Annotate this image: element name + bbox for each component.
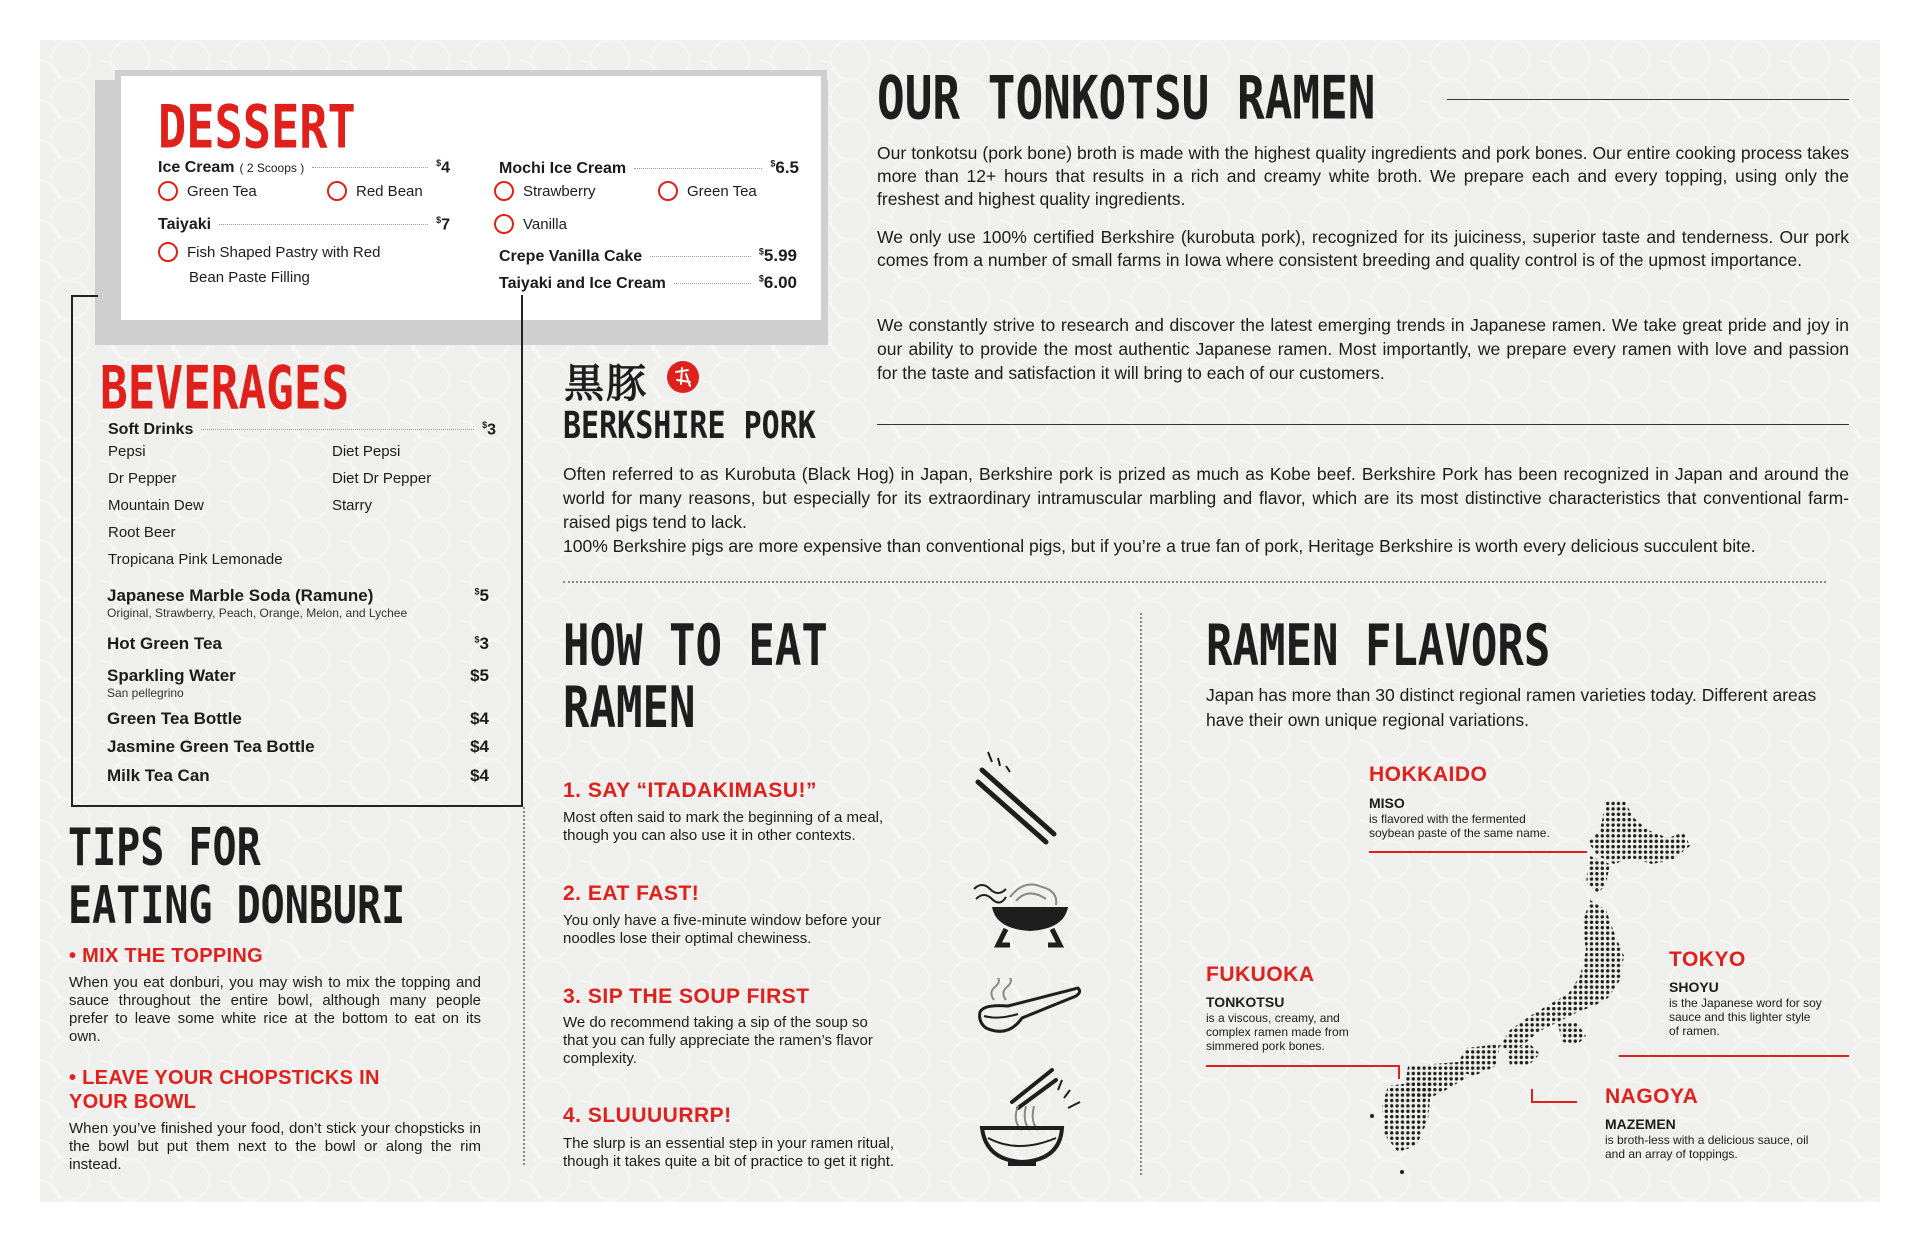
tips-steps-divider [523,807,525,1165]
taiyaki-price: 7 [441,216,450,234]
beverages-box-top-edge [71,295,98,297]
ice-cream-option-red-bean: Red Bean [327,181,423,201]
tonkotsu-paragraph-3: We constantly strive to research and discover the latest emerging trends in Japanese ramen. We take great pride and joy in our ability to provide the most authentic Japanese ramen. Most importantly, we prepare every ramen with love and passion for the taste and satisfaction it will bring to each of our customers. [877,315,1849,383]
soft-drink-diet-pepsi: Diet Pepsi [332,443,401,460]
tip-chopsticks-text: When you’ve finished your food, don’t stick your chopsticks in the bowl but put them next to the bowl or along the rim instead. [69,1120,481,1173]
hot-green-tea-price: 3 [479,634,489,653]
option-circle-icon [158,242,178,262]
sparkling-water-price: $5 [470,666,489,685]
tip-mix-topping-title: • MIX THE TOPPING [69,945,263,967]
hot-green-tea-name: Hot Green Tea [107,634,222,653]
step-3-text-line1: We do recommend taking a sip of the soup so [563,1014,868,1031]
noodle-bowl-icon [972,877,1072,949]
slurp-bowl-icon [978,1068,1088,1174]
berkshire-dotted-divider [563,581,1826,583]
nagoya-name: NAGOYA [1605,1085,1699,1108]
crepe-item: Crepe Vanilla Cake $5.99 [499,246,797,265]
tokyo-desc-line2: sauce and this lighter style [1669,1010,1811,1024]
soft-drinks-name: Soft Drinks [108,421,194,439]
sparkling-water-brand: San pellegrino [107,686,184,700]
fukuoka-name: FUKUOKA [1206,963,1315,986]
step-2-text-line1: You only have a five-minute window before your [563,912,881,929]
step-1-text-line1: Most often said to mark the beginning of a meal, [563,809,884,826]
hokkaido-desc-line2: soybean paste of the same name. [1369,826,1550,840]
soup-spoon-icon [978,978,1084,1044]
fukuoka-desc-line1: is a viscous, creamy, and [1206,1011,1340,1025]
ramune-price: 5 [479,586,489,605]
chopsticks-icon [970,748,1062,848]
tonkotsu-bottom-rule [877,424,1849,425]
fukuoka-desc-line3: simmered pork bones. [1206,1039,1325,1053]
milk-tea-price: $4 [470,766,489,785]
dessert-title: DESSERT [158,91,356,162]
ramune-flavors: Original, Strawberry, Peach, Orange, Melon, and Lychee [107,606,408,620]
ice-cream-note: ( 2 Scoops ) [239,161,305,176]
jasmine-tea-item [107,737,489,757]
berkshire-paragraph-2: 100% Berkshire pigs are more expensive than conventional pigs, but if you’re a true fan of pork, Heritage Berkshire is worth every delicious succulent bite. [563,536,1756,556]
step-2-title: 2. EAT FAST! [563,882,700,905]
fukuoka-desc-line2: complex ramen made from [1206,1025,1349,1039]
green-tea-bottle-item [107,709,489,729]
tips-title-line1: TIPS FOR [68,818,261,878]
soft-drink-dr-pepper: Dr Pepper [108,470,177,487]
ramen-flavors-intro: Japan has more than 30 distinct regional ramen varieties today. Different areas have their own unique regional variations. [1206,685,1817,730]
jasmine-tea-price: $4 [470,737,489,756]
tokyo-desc-line1: is the Japanese word for soy [1669,996,1822,1010]
hokkaido-desc-line1: is flavored with the fermented [1369,812,1526,826]
green-tea-bottle-price: $4 [470,709,489,728]
taiyaki-description: Fish Shaped Pastry with Red [158,242,380,262]
nagoya-leader-line [1531,1101,1577,1103]
nagoya-type: MAZEMEN [1605,1116,1676,1132]
tip-chopsticks-title-line1: • LEAVE YOUR CHOPSTICKS IN [69,1067,380,1089]
beverages-title: BEVERAGES [100,352,350,423]
step-4-title: 4. SLUUUURRP! [563,1104,732,1127]
mochi-option-vanilla: Vanilla [494,214,567,234]
tokyo-desc-line3: of ramen. [1669,1024,1720,1038]
how-to-eat-title-line2: RAMEN [563,674,696,742]
soft-drinks-item: Soft Drinks $3 [108,420,496,439]
sparkling-water-name: Sparkling Water [107,666,236,685]
soft-drink-lemonade: Tropicana Pink Lemonade [108,551,283,568]
soft-drink-root-beer: Root Beer [108,524,176,541]
soft-drink-pepsi: Pepsi [108,443,146,460]
sparkling-water-item [107,666,489,686]
fukuoka-leader-line [1206,1065,1400,1067]
taiyaki-ice-cream-name: Taiyaki and Ice Cream [499,275,666,292]
taiyaki-name: Taiyaki [158,216,212,234]
nagoya-leader-tick [1531,1089,1533,1103]
berkshire-kanji: 黒豚 [564,361,648,407]
stamp-seal-icon [666,360,700,394]
option-circle-icon [494,214,514,234]
nagoya-desc-line2: and an array of toppings. [1605,1147,1738,1161]
tonkotsu-title-rule [1447,99,1849,100]
ramune-name: Japanese Marble Soda (Ramune) [107,586,374,605]
milk-tea-item [107,766,489,786]
tokyo-leader-line [1619,1055,1849,1057]
tonkotsu-paragraph-1: Our tonkotsu (pork bone) broth is made with the highest quality ingredients and pork bones. Our entire cooking process takes more than 12+ hours that results in a rich and creamy white broth. We prepare each and every topping, using only the freshest and highest quality ingredients. [877,143,1849,209]
ramune-item: Japanese Marble Soda (Ramune) $5 [107,586,489,605]
option-circle-icon [658,181,678,201]
steps-flavors-divider [1140,613,1142,1175]
mochi-name: Mochi Ice Cream [499,160,627,177]
option-circle-icon [327,181,347,201]
berkshire-title: BERKSHIRE PORK [563,404,816,448]
mochi-item: Mochi Ice Cream $6.5 [499,158,799,177]
soft-drink-mountain-dew: Mountain Dew [108,497,204,514]
soft-drink-starry: Starry [332,497,373,514]
tips-title-line2: EATING DONBURI [68,876,406,936]
milk-tea-name: Milk Tea Can [107,766,210,785]
tokyo-name: TOKYO [1669,948,1746,971]
mochi-option-strawberry: Strawberry [494,181,596,201]
crepe-price: 5.99 [763,246,797,265]
nagoya-desc-line1: is broth-less with a delicious sauce, oil [1605,1133,1809,1147]
berkshire-paragraph-1: Often referred to as Kurobuta (Black Hog) in Japan, Berkshire pork is prized as much as Kobe beef. Berkshire Pork has been recognized in Japan and around the world for many reasons, but especially for its extraordinary intramuscular marbling and flavor, which are its most distinctive characteristics that conventional farm-raised pigs tend to lack. [563,464,1849,532]
green-tea-bottle-name: Green Tea Bottle [107,709,242,728]
ice-cream-name: Ice Cream [158,159,235,177]
tip-mix-topping-text: When you eat donburi, you may wish to mix the topping and sauce throughout the entire bowl, although many people prefer to leave some white rice at the bottom to eat on its own. [69,974,481,1045]
fukuoka-leader-tick [1398,1065,1400,1079]
fukuoka-type: TONKOTSU [1206,994,1285,1010]
taiyaki-description-line2: Bean Paste Filling [189,269,310,286]
step-2-text-line2: noodles lose their optimal chewiness. [563,930,812,947]
ice-cream-price: 4 [441,159,450,177]
option-circle-icon [158,181,178,201]
soft-drinks-price: 3 [487,421,496,439]
ice-cream-option-green-tea: Green Tea [158,181,257,201]
tonkotsu-paragraph-2: We only use 100% certified Berkshire (kurobuta pork), recognized for its juiciness, superior taste and tenderness. Our pork comes from a number of small farms in Iowa where consistent breeding and quality control is of the upmost importance. [877,227,1849,270]
taiyaki-item: Taiyaki $7 [158,215,450,234]
step-1-title: 1. SAY “ITADAKIMASU!” [563,779,817,802]
tip-chopsticks-title-line2: YOUR BOWL [69,1091,197,1113]
tokyo-type: SHOYU [1669,979,1719,995]
hokkaido-type: MISO [1369,795,1405,811]
mochi-option-green-tea: Green Tea [658,181,757,201]
step-3-text-line2: that you can fully appreciate the ramen’s flavor [563,1032,873,1049]
step-4-text-line2: though it takes quite a bit of practice to get it right. [563,1153,895,1170]
ramen-flavors-title: RAMEN FLAVORS [1206,612,1551,680]
soft-drink-diet-dr-pepper: Diet Dr Pepper [332,470,432,487]
step-4-text-line1: The slurp is an essential step in your ramen ritual, [563,1135,894,1152]
step-3-title: 3. SIP THE SOUP FIRST [563,985,810,1008]
step-1-text-line2: though you can also use it in other contexts. [563,827,856,844]
mochi-price: 6.5 [775,158,799,177]
tonkotsu-title: OUR TONKOTSU RAMEN [877,62,1376,133]
step-3-text-line3: complexity. [563,1050,637,1067]
crepe-name: Crepe Vanilla Cake [499,248,643,265]
ice-cream-item: Ice Cream ( 2 Scoops ) $4 [158,158,450,177]
hot-green-tea-item: Hot Green Tea $3 [107,634,489,653]
hokkaido-name: HOKKAIDO [1369,763,1488,786]
taiyaki-ice-cream-item: Taiyaki and Ice Cream $6.00 [499,273,797,292]
jasmine-tea-name: Jasmine Green Tea Bottle [107,737,315,756]
hokkaido-leader-line [1369,851,1587,853]
how-to-eat-title-line1: HOW TO EAT [563,612,828,680]
taiyaki-ice-cream-price: 6.00 [763,273,797,292]
option-circle-icon [494,181,514,201]
